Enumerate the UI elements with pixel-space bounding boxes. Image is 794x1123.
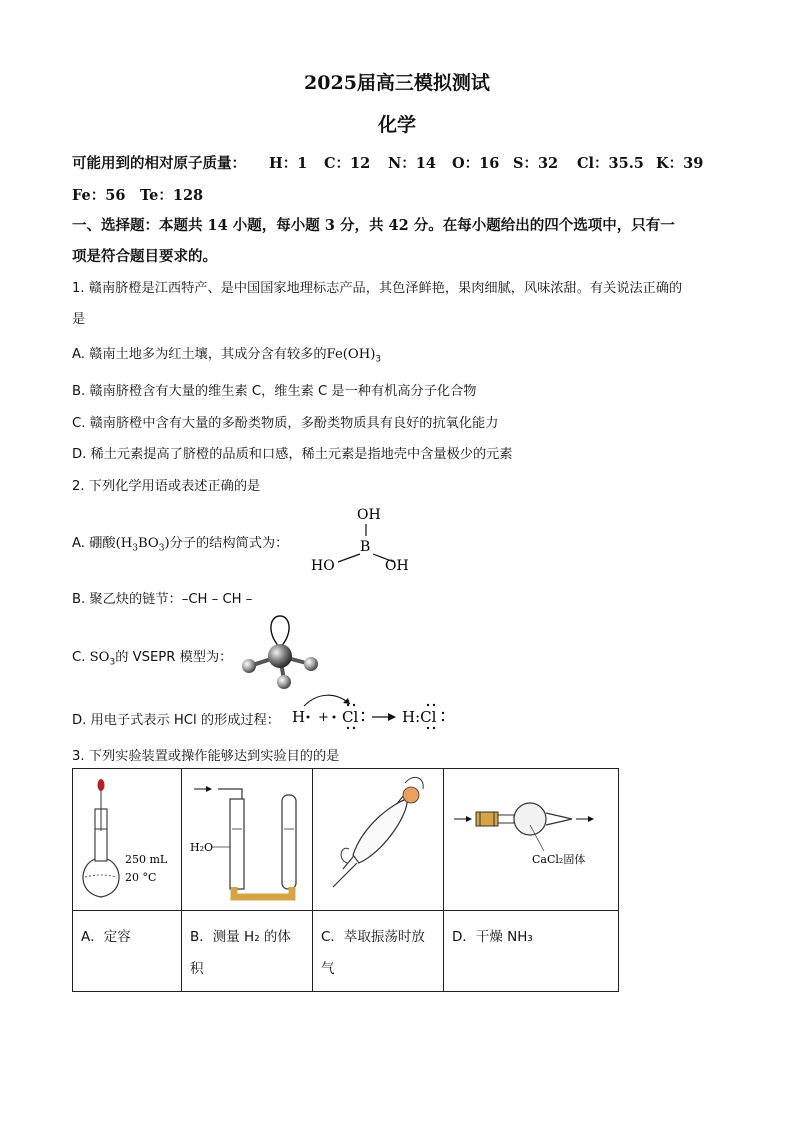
q2-formula-sub1: 3 [132,543,138,554]
q1-option-a-text: A. 赣南土地多为红土壤，其成分含有较多的 [72,347,327,362]
option-b-label [182,911,312,985]
flask-temp-label: 20 °C [125,871,157,884]
q2-option-c-subscript: 3 [109,657,116,668]
q2-option-b: B. 聚乙炔的链节：–CH – CH – [72,592,253,607]
drying-bulb [514,803,546,835]
product-dot-right-2 [442,719,444,721]
hcl-formation-scheme [288,694,458,734]
struct-b: B [360,539,371,555]
volumetric-flask-diagram [73,769,181,906]
q2-option-a-formula [115,536,170,554]
option-a-label: A．定容 [81,929,131,945]
curved-arrow-head [343,698,350,704]
struct-oh-right: OH [385,558,409,574]
cacl2-label: CaCl₂固体 [532,853,586,866]
q2-formula-mid: BO [137,536,159,551]
cell-b-label [182,911,313,992]
struct-ho-left: HO [311,558,335,574]
struct-oh-top: OH [357,507,381,523]
q1-option-c: C. 赣南脐橙中含有大量的多酚类物质，多酚类物质具有良好的抗氧化能力 [72,416,499,431]
q1-stem-line2: 是 [72,312,86,327]
atomic-masses-line1 [72,152,732,174]
q1-option-a-subscript: 3 [375,354,382,365]
reaction-arrow-head [388,713,396,721]
q2-option-c-prefix: C. [72,650,86,665]
q1-option-d: D. 稀土元素提高了脐橙的品质和口感，稀土元素是指地壳中含量极少的元素 [72,447,513,462]
lone-pair-lobe [271,616,289,648]
apparatus-table [72,768,619,992]
lower-hand [341,848,349,863]
mass-cl: Cl：35.5 [577,155,644,172]
q3-stem: 3. 下列实验装置或操作能够达到实验目的的是 [72,749,340,764]
tube-neck [498,815,514,823]
cell-a-label [73,911,182,992]
apparatus-label-row [73,911,619,992]
separatory-funnel-diagram [313,769,443,906]
cl-dot-top-2 [353,704,355,706]
section-heading-line1: 一、选择题：本题共 14 小题，每小题 3 分，共 42 分。在每小题给出的四个选项中，只有一 [72,217,675,234]
section-heading-line2: 项是符合题目要求的。 [72,248,217,265]
q2-option-a [72,532,288,554]
option-b-line1: B．测量 H₂ 的体 [190,929,291,945]
atomic-masses-line2 [72,184,732,206]
cl-dot-top-1 [347,704,349,706]
scheme-plus: + [318,710,329,725]
outlet-arrow-head [588,816,594,822]
q2-option-c-suffix: 的 VSEPR 模型为： [115,650,233,665]
q2-stem: 2. 下列化学用语或表述正确的是 [72,479,261,494]
mass-c: C：12 [324,155,371,172]
q1-option-a [72,343,381,365]
cl-dot-bottom-2 [353,727,355,729]
curved-arrow [304,695,350,706]
cl-electron-left [333,716,336,719]
mass-s: S：32 [513,155,559,172]
scheme-h: H [292,708,306,726]
outlet-taper [546,813,572,825]
cell-d-label [444,911,619,992]
product-dot-right-1 [442,712,444,714]
cell-b-image [182,769,313,911]
mass-k: K：39 [656,155,704,172]
drying-tube-diagram [444,769,618,906]
gas-measurement-diagram [182,769,312,906]
apparatus-image-row [73,769,619,911]
mass-h: H：1 [269,155,308,172]
q2-option-a-text: A. 硼酸 [72,536,116,551]
dropper-bulb [98,779,105,791]
q2-option-d: D. 用电子式表示 HCl 的形成过程： [72,713,280,728]
product-dot-bottom-1 [427,727,429,729]
q1-stem-line1: 1. 赣南脐橙是江西特产、是中国国家地理标志产品，其色泽鲜艳，果肉细腻，风味浓甜。有关说法正确的 [72,281,683,296]
outer-atom-bottom [277,675,291,689]
q2-formula-close: ) [164,536,170,551]
q1-option-a-formula: Fe(OH) [326,347,376,362]
q2-formula-sub2: 3 [158,543,165,554]
option-c-line1: C．萃取振荡时放 [321,929,425,945]
cell-c-label [313,911,444,992]
option-c-label [313,911,443,985]
inlet-arrow-head [466,816,472,822]
central-atom [268,644,292,668]
mass-n: N：14 [388,155,436,172]
flask-volume-label: 250 mL [125,853,168,866]
outer-atom-right [304,657,318,671]
cell-d-image [444,769,619,911]
h-electron [307,716,310,719]
product-dot-bottom-2 [433,727,435,729]
gas-inlet-arrow-head [206,786,212,792]
q2-option-a-suffix: 分子的结构简式为： [169,536,289,551]
cl-dot-right-2 [362,719,364,721]
mass-te: Te：128 [140,187,204,204]
q1-option-b: B. 赣南脐橙含有大量的维生素 C，维生素 C 是一种有机高分子化合物 [72,384,477,399]
cl-dot-right-1 [362,712,364,714]
scheme-product: H:Cl [402,708,437,726]
bond-b-ho-left [338,554,360,562]
option-c-line2: 气 [321,961,335,977]
q2-option-c-formula: SO [89,650,110,665]
scheme-cl: Cl [342,708,359,726]
liquid-level [85,875,117,877]
vsepr-model [236,612,326,692]
mass-o: O：16 [452,155,500,172]
outer-atom-left [242,659,256,673]
flask-body [83,859,119,897]
exam-title: 2025届高三模拟测试 [304,72,490,94]
stopper-hand [403,787,419,803]
cell-c-image [313,769,444,911]
tube-right [282,795,296,889]
boric-acid-structure [305,502,420,582]
q2-formula-open: (H [115,536,133,551]
product-dot-top-1 [427,704,429,706]
funnel-body [353,799,407,863]
cl-dot-bottom-1 [347,727,349,729]
cell-a-image [73,769,182,911]
water-label: H₂O [190,841,214,854]
atomic-masses-intro: 可能用到的相对原子质量： [72,155,246,172]
option-d-label: D．干燥 NH₃ [452,929,533,945]
q2-option-c [72,646,232,668]
stopper [476,812,498,826]
burette-left [230,799,244,889]
option-b-line2: 积 [190,961,204,977]
exam-subject: 化学 [377,114,416,136]
product-dot-top-2 [433,704,435,706]
delivery-tube [218,789,242,799]
mass-fe: Fe：56 [72,187,126,204]
